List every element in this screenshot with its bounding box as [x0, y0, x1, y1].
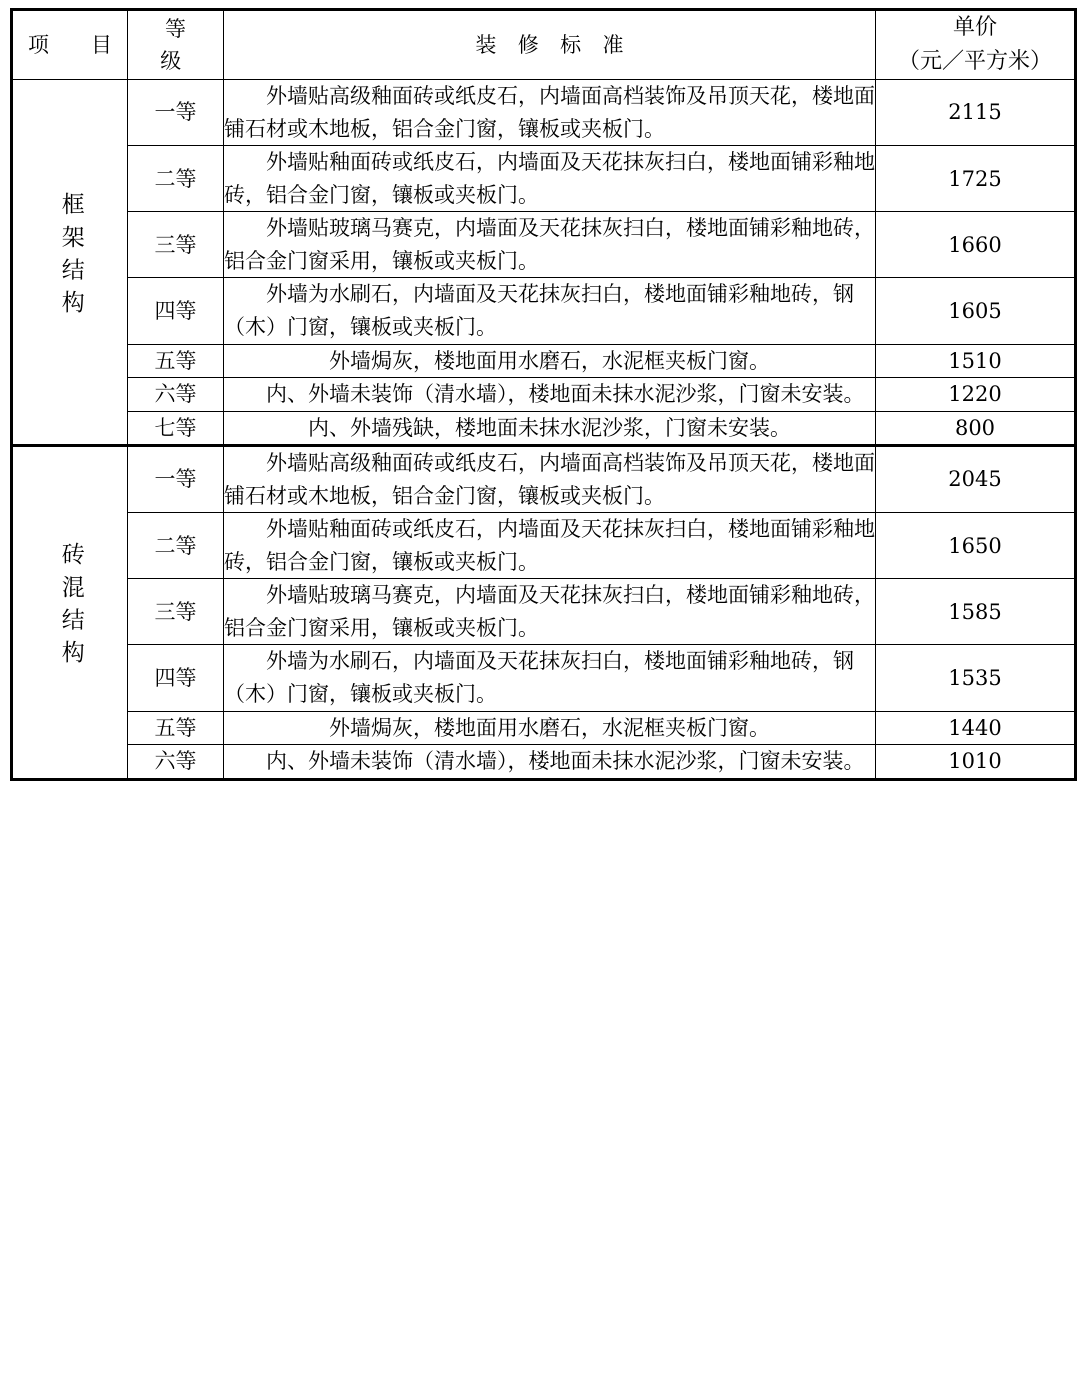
table-header-row: [12, 10, 1076, 80]
table-row: [12, 278, 1076, 344]
standard-cell: 外墙贴高级釉面砖或纸皮石，内墙面高档装饰及吊顶天花，楼地面铺石材或木地板，铝合金门窗，镶板或夹板门。: [224, 446, 876, 513]
unit-price-cell: 1440: [876, 711, 1076, 745]
table-row: [12, 446, 1076, 513]
standard-cell: 外墙焗灰，楼地面用水磨石，水泥框夹板门窗。: [224, 711, 876, 745]
grade-cell: 六等: [128, 378, 224, 412]
standard-cell: 外墙贴玻璃马赛克，内墙面及天花抹灰扫白，楼地面铺彩釉地砖，铝合金门窗采用，镶板或夹板门。: [224, 579, 876, 645]
structure-type-cell: [12, 446, 128, 779]
unit-price-cell: 800: [876, 411, 1076, 446]
column-header-item: 项 目: [12, 10, 128, 80]
column-header-price: [876, 10, 1076, 80]
table-row: [12, 212, 1076, 278]
unit-price-cell: 1220: [876, 378, 1076, 412]
column-header-grade: 等 级: [128, 10, 224, 80]
unit-price-cell: 1650: [876, 513, 1076, 579]
structure-type-cell: [12, 80, 128, 446]
grade-cell: 七等: [128, 411, 224, 446]
table-row: [12, 80, 1076, 146]
table-row: [12, 745, 1076, 780]
standard-cell: 外墙贴玻璃马赛克，内墙面及天花抹灰扫白，楼地面铺彩釉地砖，铝合金门窗采用，镶板或夹板门。: [224, 212, 876, 278]
table-row: [12, 411, 1076, 446]
column-header-price-line2: （元／平方米）: [897, 49, 1052, 75]
structure-type-label: 框架结构: [57, 192, 84, 323]
table-row: [12, 146, 1076, 212]
standard-cell: 外墙为水刷石，内墙面及天花抹灰扫白，楼地面铺彩釉地砖，钢（木）门窗，镶板或夹板门。: [224, 278, 876, 344]
table-row: [12, 344, 1076, 378]
grade-cell: 四等: [128, 645, 224, 711]
standard-cell: 内、外墙残缺，楼地面未抹水泥沙浆，门窗未安装。: [224, 411, 876, 446]
table-row: [12, 378, 1076, 412]
grade-cell: 四等: [128, 278, 224, 344]
unit-price-cell: 1660: [876, 212, 1076, 278]
unit-price-cell: 1010: [876, 745, 1076, 780]
structure-type-label: 砖混结构: [57, 542, 84, 673]
table-row: [12, 579, 1076, 645]
table-header: [12, 10, 1076, 80]
unit-price-cell: 1725: [876, 146, 1076, 212]
table-row: [12, 513, 1076, 579]
grade-cell: 一等: [128, 446, 224, 513]
grade-cell: 三等: [128, 579, 224, 645]
grade-cell: 一等: [128, 80, 224, 146]
standard-cell: 内、外墙未装饰（清水墙），楼地面未抹水泥沙浆，门窗未安装。: [224, 378, 876, 412]
unit-price-cell: 1585: [876, 579, 1076, 645]
grade-cell: 五等: [128, 711, 224, 745]
table-row: [12, 645, 1076, 711]
standard-cell: 外墙贴高级釉面砖或纸皮石，内墙面高档装饰及吊顶天花，楼地面铺石材或木地板，铝合金门窗，镶板或夹板门。: [224, 80, 876, 146]
standard-cell: 外墙贴釉面砖或纸皮石，内墙面及天花抹灰扫白，楼地面铺彩釉地砖，铝合金门窗，镶板或夹板门。: [224, 146, 876, 212]
table-row: [12, 711, 1076, 745]
unit-price-cell: 2115: [876, 80, 1076, 146]
unit-price-cell: 1535: [876, 645, 1076, 711]
standard-cell: 外墙焗灰，楼地面用水磨石，水泥框夹板门窗。: [224, 344, 876, 378]
unit-price-cell: 2045: [876, 446, 1076, 513]
unit-price-cell: 1605: [876, 278, 1076, 344]
standard-cell: 外墙为水刷石，内墙面及天花抹灰扫白，楼地面铺彩釉地砖，钢（木）门窗，镶板或夹板门。: [224, 645, 876, 711]
grade-cell: 三等: [128, 212, 224, 278]
grade-cell: 二等: [128, 146, 224, 212]
grade-cell: 五等: [128, 344, 224, 378]
column-header-price-line1: 单价: [952, 15, 997, 40]
unit-price-cell: 1510: [876, 344, 1076, 378]
grade-cell: 二等: [128, 513, 224, 579]
standard-cell: 外墙贴釉面砖或纸皮石，内墙面及天花抹灰扫白，楼地面铺彩釉地砖，铝合金门窗，镶板或夹板门。: [224, 513, 876, 579]
table-body: [12, 80, 1076, 779]
grade-cell: 六等: [128, 745, 224, 780]
decoration-standard-table: [10, 8, 1077, 781]
column-header-standard: 装 修 标 准: [224, 10, 876, 80]
standard-cell: 内、外墙未装饰（清水墙），楼地面未抹水泥沙浆，门窗未安装。: [224, 745, 876, 780]
